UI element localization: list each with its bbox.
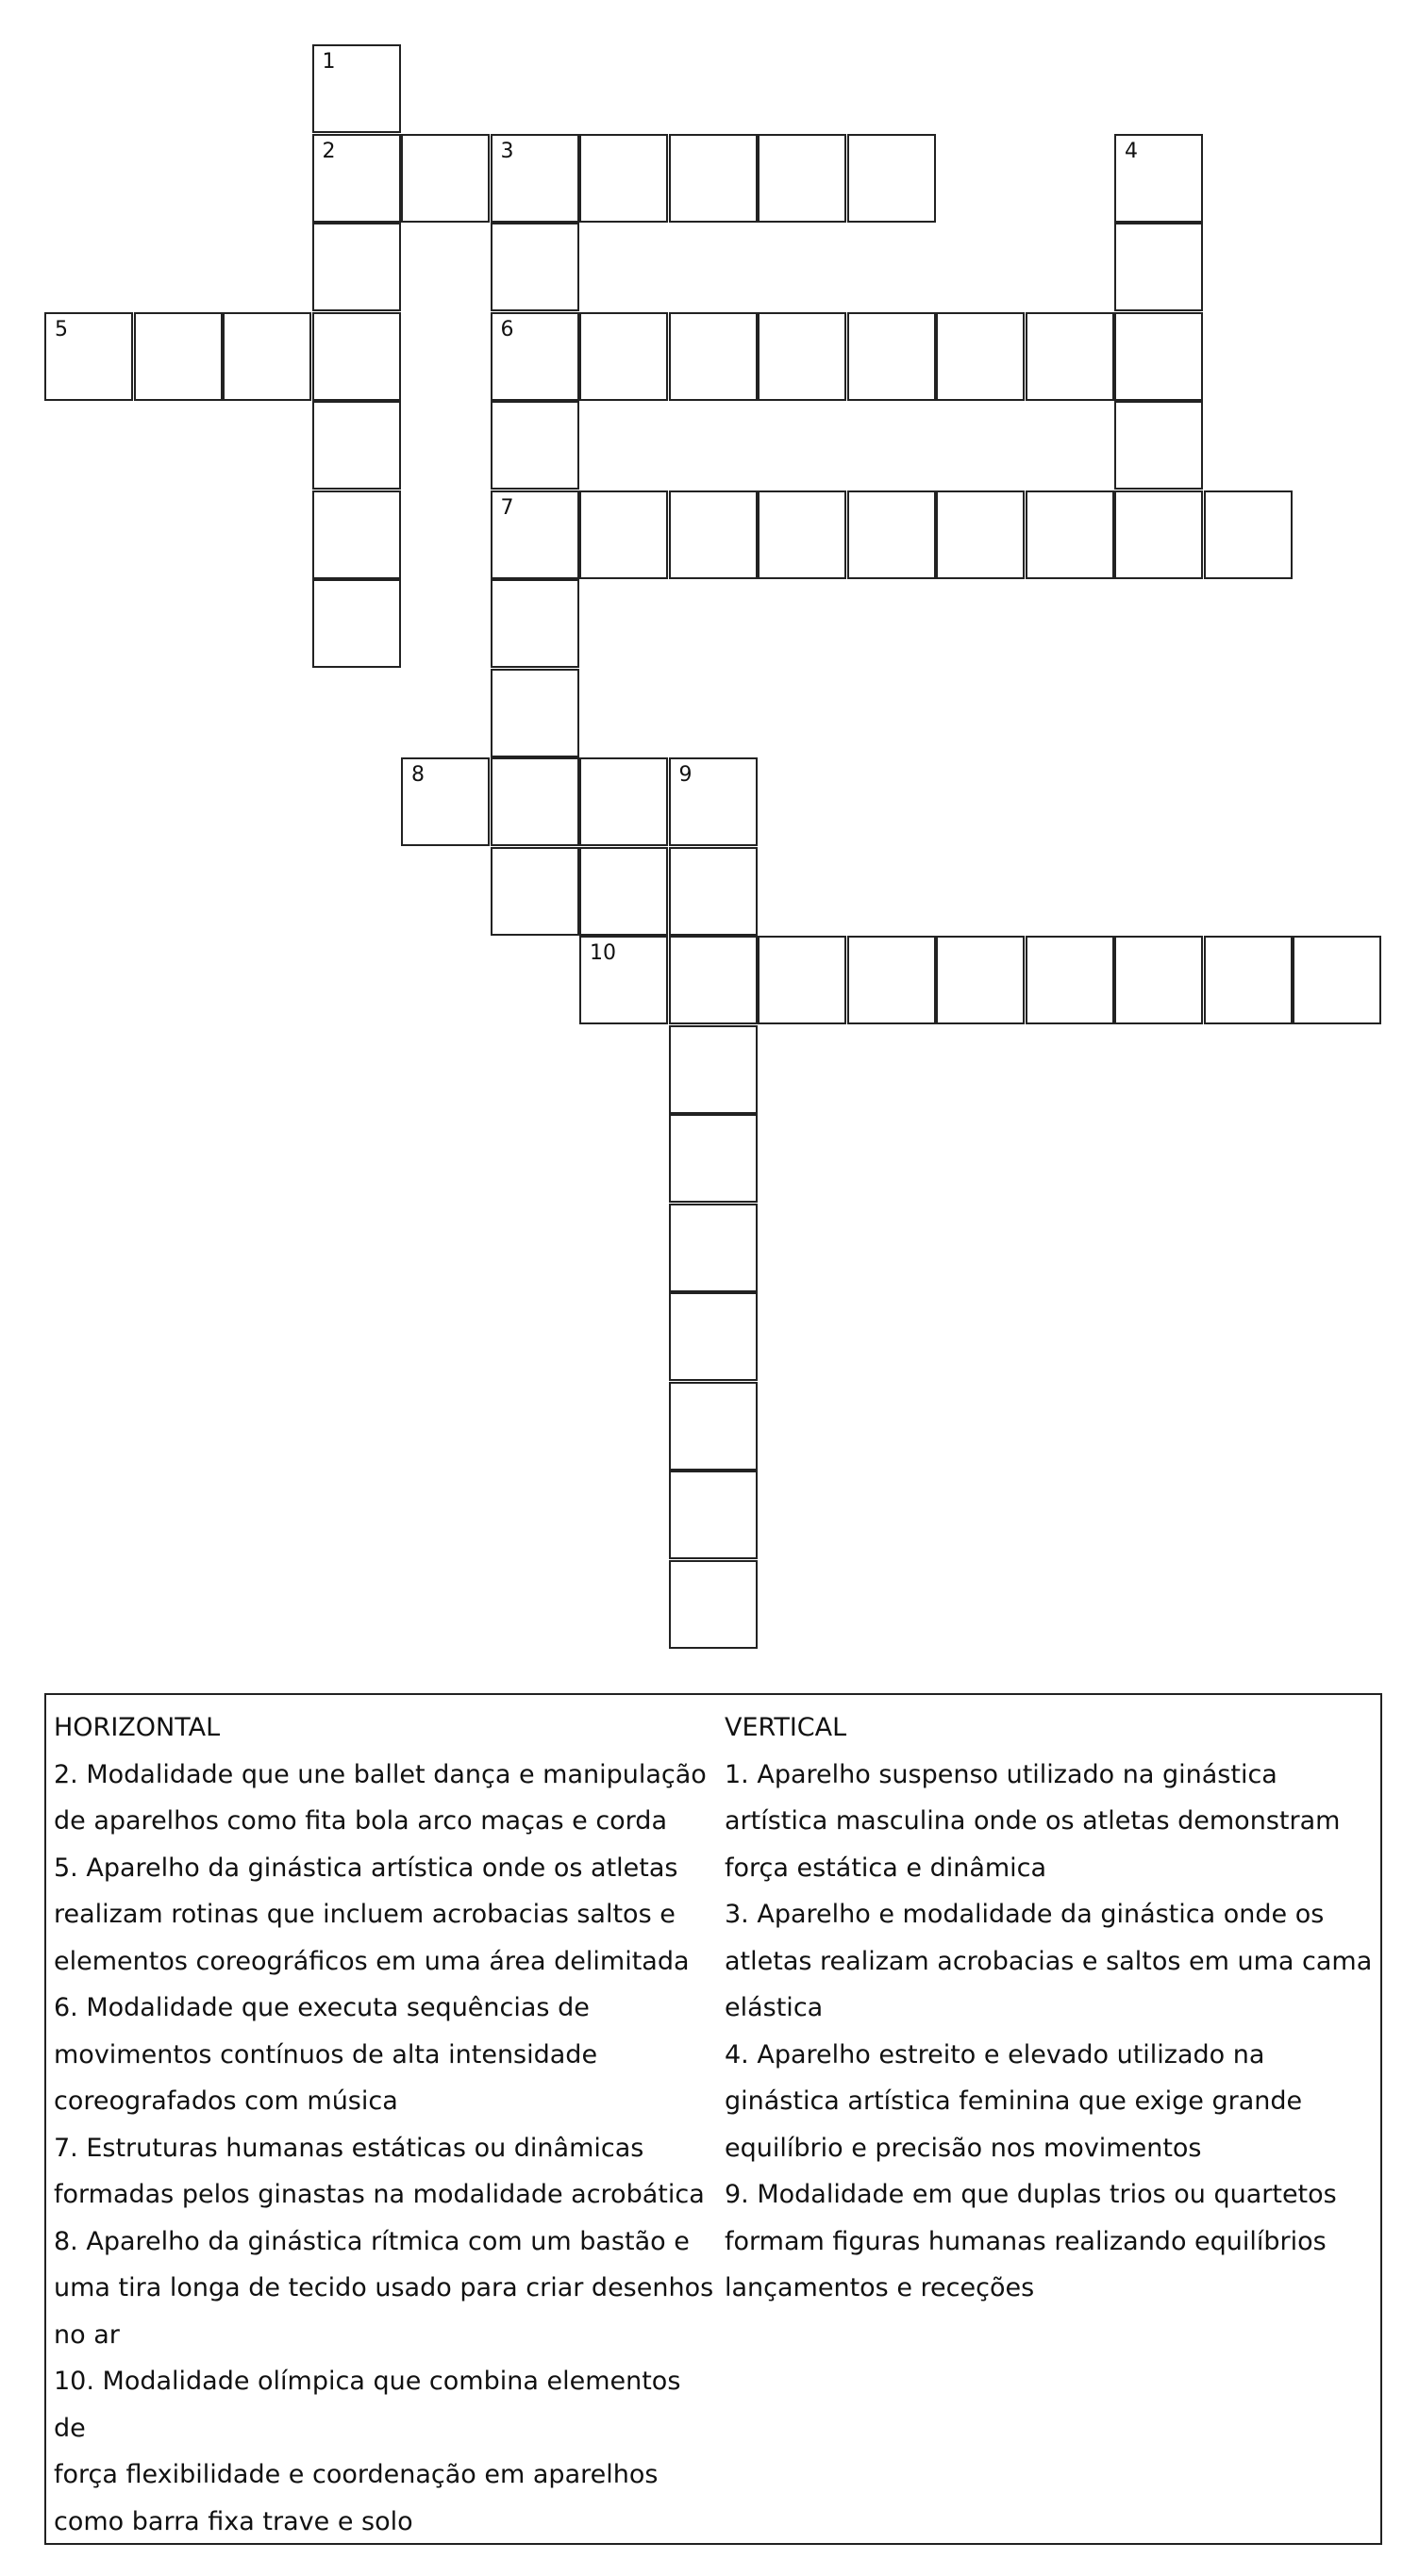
crossword-cell[interactable] bbox=[312, 490, 401, 579]
clue-number: 8 bbox=[411, 763, 425, 787]
horizontal-clue-line: força flexibilidade e coordenação em aparelhos bbox=[54, 2460, 659, 2489]
crossword-cell[interactable] bbox=[1114, 490, 1203, 579]
crossword-cell[interactable] bbox=[669, 847, 758, 936]
crossword-cell[interactable] bbox=[134, 312, 223, 401]
horizontal-clue-line: 7. Estruturas humanas estáticas ou dinâmicas bbox=[54, 2133, 644, 2163]
clue-number: 6 bbox=[500, 317, 514, 341]
crossword-cell[interactable] bbox=[312, 134, 401, 223]
crossword-cell[interactable] bbox=[847, 312, 936, 401]
crossword-cell[interactable] bbox=[1026, 490, 1114, 579]
vertical-clue-line: ginástica artística feminina que exige grande bbox=[725, 2086, 1303, 2116]
clue-number: 10 bbox=[590, 941, 616, 965]
crossword-cell[interactable] bbox=[1114, 401, 1203, 490]
crossword-cell[interactable] bbox=[936, 490, 1025, 579]
vertical-clue-line: 3. Aparelho e modalidade da ginástica onde os bbox=[725, 1900, 1325, 1929]
horizontal-clue-line: 10. Modalidade olímpica que combina elementos de bbox=[54, 2367, 681, 2443]
crossword-cell[interactable] bbox=[669, 1560, 758, 1649]
clue-number: 7 bbox=[500, 495, 514, 520]
crossword-cell[interactable] bbox=[758, 490, 846, 579]
crossword-cell[interactable] bbox=[1204, 490, 1293, 579]
vertical-clue-line: elástica bbox=[725, 1993, 824, 2022]
crossword-cell[interactable] bbox=[491, 490, 579, 579]
horizontal-clue-line: coreografados com música bbox=[54, 2086, 398, 2116]
crossword-cell[interactable] bbox=[758, 312, 846, 401]
vertical-clues bbox=[725, 1704, 1376, 2312]
crossword-cell[interactable] bbox=[1204, 936, 1293, 1024]
horizontal-clue-line: 6. Modalidade que executa sequências de bbox=[54, 1993, 590, 2022]
clue-number: 9 bbox=[678, 763, 693, 787]
crossword-cell[interactable] bbox=[847, 134, 936, 223]
crossword-cell[interactable] bbox=[491, 401, 579, 490]
horizontal-clue-line: movimentos contínuos de alta intensidade bbox=[54, 2039, 598, 2069]
crossword-cell[interactable] bbox=[491, 847, 579, 936]
crossword-cell[interactable] bbox=[491, 757, 579, 846]
crossword-cell[interactable] bbox=[491, 669, 579, 757]
crossword-cell[interactable] bbox=[44, 312, 133, 401]
crossword-cell[interactable] bbox=[312, 223, 401, 311]
clue-number: 1 bbox=[322, 50, 336, 74]
vertical-clue-line: 9. Modalidade em que duplas trios ou quartetos bbox=[725, 2180, 1337, 2209]
crossword-cell[interactable] bbox=[491, 312, 579, 401]
crossword-cell[interactable] bbox=[669, 1025, 758, 1114]
vertical-heading: VERTICAL bbox=[725, 1713, 847, 1742]
horizontal-clues bbox=[54, 1704, 714, 2545]
vertical-clue-line: 4. Aparelho estreito e elevado utilizado na bbox=[725, 2039, 1265, 2069]
horizontal-clue-line: uma tira longa de tecido usado para criar desenhos bbox=[54, 2273, 714, 2302]
horizontal-clue-line: 5. Aparelho da ginástica artística onde os atletas bbox=[54, 1853, 678, 1883]
clue-number: 5 bbox=[55, 317, 68, 341]
crossword-cell[interactable] bbox=[1114, 223, 1203, 311]
horizontal-heading: HORIZONTAL bbox=[54, 1713, 221, 1742]
crossword-cell[interactable] bbox=[847, 490, 936, 579]
crossword-cell[interactable] bbox=[579, 490, 668, 579]
crossword-cell[interactable] bbox=[579, 936, 668, 1024]
crossword-cell[interactable] bbox=[936, 936, 1025, 1024]
vertical-clue-line: força estática e dinâmica bbox=[725, 1853, 1047, 1883]
clue-number: 3 bbox=[500, 139, 514, 163]
crossword-cell[interactable] bbox=[401, 134, 490, 223]
horizontal-clue-line: como barra fixa trave e solo bbox=[54, 2506, 413, 2536]
crossword-cell[interactable] bbox=[1026, 312, 1114, 401]
crossword-cell[interactable] bbox=[669, 134, 758, 223]
crossword-cell[interactable] bbox=[401, 757, 490, 846]
horizontal-clue-line: formadas pelos ginastas na modalidade acrobática bbox=[54, 2180, 705, 2209]
crossword-cell[interactable] bbox=[669, 757, 758, 846]
crossword-cell[interactable] bbox=[491, 134, 579, 223]
crossword-cell[interactable] bbox=[847, 936, 936, 1024]
vertical-clue-line: artística masculina onde os atletas demonstram bbox=[725, 1806, 1341, 1836]
crossword-cell[interactable] bbox=[1114, 312, 1203, 401]
crossword-cell[interactable] bbox=[223, 312, 311, 401]
crossword-cell[interactable] bbox=[579, 757, 668, 846]
vertical-clue-line: lançamentos e receções bbox=[725, 2273, 1035, 2302]
crossword-cell[interactable] bbox=[669, 1204, 758, 1292]
crossword-cell[interactable] bbox=[312, 579, 401, 668]
vertical-clue-line: formam figuras humanas realizando equilíbrios bbox=[725, 2226, 1327, 2256]
crossword-cell[interactable] bbox=[1293, 936, 1381, 1024]
clue-number: 4 bbox=[1125, 139, 1138, 163]
crossword-cell[interactable] bbox=[491, 223, 579, 311]
horizontal-clue-line: 2. Modalidade que une ballet dança e manipulação bbox=[54, 1759, 707, 1789]
crossword-cell[interactable] bbox=[491, 579, 579, 668]
vertical-clue-line: atletas realizam acrobacias e saltos em uma cama bbox=[725, 1946, 1373, 1976]
horizontal-clue-line: realizam rotinas que incluem acrobacias saltos e bbox=[54, 1900, 676, 1929]
crossword-cell[interactable] bbox=[312, 312, 401, 401]
crossword-cell[interactable] bbox=[579, 312, 668, 401]
crossword-cell[interactable] bbox=[758, 134, 846, 223]
crossword-cell[interactable] bbox=[669, 1382, 758, 1471]
vertical-clue-line: equilíbrio e precisão nos movimentos bbox=[725, 2133, 1202, 2163]
crossword-cell[interactable] bbox=[579, 134, 668, 223]
crossword-cell[interactable] bbox=[1026, 936, 1114, 1024]
horizontal-clue-line: de aparelhos como fita bola arco maças e corda bbox=[54, 1806, 667, 1836]
crossword-cell[interactable] bbox=[1114, 936, 1203, 1024]
crossword-cell[interactable] bbox=[669, 490, 758, 579]
horizontal-clue-line: elementos coreográficos em uma área delimitada bbox=[54, 1946, 690, 1976]
clues-box bbox=[44, 1693, 1382, 2545]
horizontal-clue-line: no ar bbox=[54, 2319, 120, 2350]
crossword-cell[interactable] bbox=[312, 401, 401, 490]
crossword-cell[interactable] bbox=[936, 312, 1025, 401]
crossword-cell[interactable] bbox=[758, 936, 846, 1024]
crossword-cell[interactable] bbox=[669, 1114, 758, 1203]
vertical-clue-line: 1. Aparelho suspenso utilizado na ginástica bbox=[725, 1759, 1277, 1789]
crossword-cell[interactable] bbox=[579, 847, 668, 936]
crossword-cell[interactable] bbox=[1114, 134, 1203, 223]
crossword-cell[interactable] bbox=[669, 1471, 758, 1559]
crossword-cell[interactable] bbox=[669, 1292, 758, 1381]
crossword-cell[interactable] bbox=[312, 44, 401, 133]
clue-number: 2 bbox=[322, 139, 336, 163]
horizontal-clue-line: 8. Aparelho da ginástica rítmica com um bastão e bbox=[54, 2226, 690, 2256]
crossword-cell[interactable] bbox=[669, 936, 758, 1024]
crossword-cell[interactable] bbox=[669, 312, 758, 401]
